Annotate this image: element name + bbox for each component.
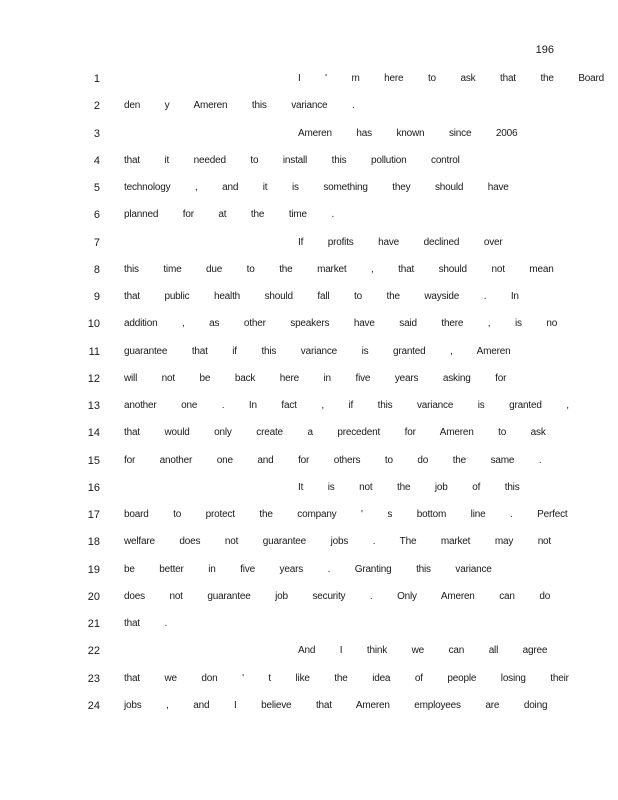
line-number: 2	[93, 100, 100, 113]
line-text: board to protect the company ' s bottom line . Perfect	[124, 509, 568, 520]
line-text: planned for at the time .	[124, 209, 335, 221]
line-number: 5	[93, 182, 100, 194]
line-number: 11	[88, 345, 100, 358]
transcript-line	[0, 264, 618, 282]
line-text: welfare does not guarantee jobs . The market may not	[124, 536, 551, 548]
line-text: Ameren has known since 2006	[298, 127, 518, 139]
line-number: 22	[87, 645, 100, 658]
transcript-line	[0, 482, 618, 500]
line-text: be better in five years . Granting this variance	[124, 563, 492, 575]
transcript-line	[0, 564, 618, 582]
line-number: 8	[93, 263, 100, 276]
line-number: 20	[87, 590, 100, 603]
line-number: 21	[87, 618, 100, 630]
page-number: 196	[535, 44, 554, 56]
transcript-line	[0, 673, 618, 691]
line-number: 19	[87, 563, 100, 576]
transcript-line	[0, 618, 618, 636]
line-text: I ' m here to ask that the Board	[298, 73, 605, 84]
line-text: does not guarantee job security . Only Ameren can do	[124, 590, 551, 602]
line-text: this time due to the market , that should not mean	[124, 263, 554, 275]
line-text: that .	[124, 618, 168, 629]
transcript-line	[0, 591, 618, 609]
transcript-line	[0, 346, 618, 364]
line-number: 23	[87, 672, 100, 685]
line-text: den y Ameren this variance .	[124, 100, 355, 112]
line-number: 14	[87, 427, 100, 440]
line-text: technology , and it is something they should have	[124, 182, 509, 193]
line-text: It is not the job of this	[298, 481, 520, 493]
line-number: 9	[93, 291, 100, 303]
line-number: 6	[93, 209, 100, 222]
transcript-line	[0, 237, 618, 255]
transcript-line	[0, 100, 618, 118]
transcript-line	[0, 318, 618, 336]
transcript-line	[0, 373, 618, 391]
line-number: 4	[93, 154, 100, 167]
line-number: 3	[93, 127, 100, 140]
line-number: 15	[87, 454, 100, 467]
transcript-line	[0, 291, 618, 309]
line-number: 12	[87, 372, 100, 385]
transcript-line	[0, 128, 618, 146]
transcript-line	[0, 155, 618, 173]
line-text: that public health should fall to the wayside . In	[124, 291, 519, 302]
line-number: 1	[93, 73, 100, 85]
line-text: And I think we can all agree	[298, 645, 548, 657]
line-text: jobs , and I believe that Ameren employees are doing	[124, 699, 548, 711]
line-text: another one . In fact , if this variance is granted ,	[124, 400, 569, 411]
transcript-line	[0, 509, 618, 527]
line-text: guarantee that if this variance is granted , Ameren	[124, 345, 511, 357]
transcript-line	[0, 700, 618, 718]
line-text: If profits have declined over	[298, 236, 503, 248]
transcript-line	[0, 645, 618, 663]
line-number: 7	[93, 236, 100, 249]
line-text: that would only create a precedent for Ameren to ask	[124, 427, 546, 439]
line-text: addition , as other speakers have said there , is no	[124, 318, 558, 330]
line-text: will not be back here in five years asking for	[124, 372, 507, 384]
transcript-line	[0, 73, 618, 91]
line-number: 18	[87, 536, 100, 549]
line-number: 24	[87, 699, 100, 712]
transcript-line	[0, 400, 618, 418]
transcript-line	[0, 209, 618, 227]
line-number: 17	[87, 509, 100, 521]
transcript-line	[0, 455, 618, 473]
line-text: for another one and for others to do the same .	[124, 454, 542, 466]
transcript-line	[0, 182, 618, 200]
transcript-line	[0, 427, 618, 445]
line-number: 13	[87, 400, 100, 412]
transcript-line	[0, 536, 618, 554]
line-text: that it needed to install this pollution control	[124, 154, 460, 166]
line-text: that we don ' t like the idea of people losing their	[124, 672, 569, 684]
line-number: 10	[87, 318, 100, 331]
line-number: 16	[87, 481, 100, 494]
